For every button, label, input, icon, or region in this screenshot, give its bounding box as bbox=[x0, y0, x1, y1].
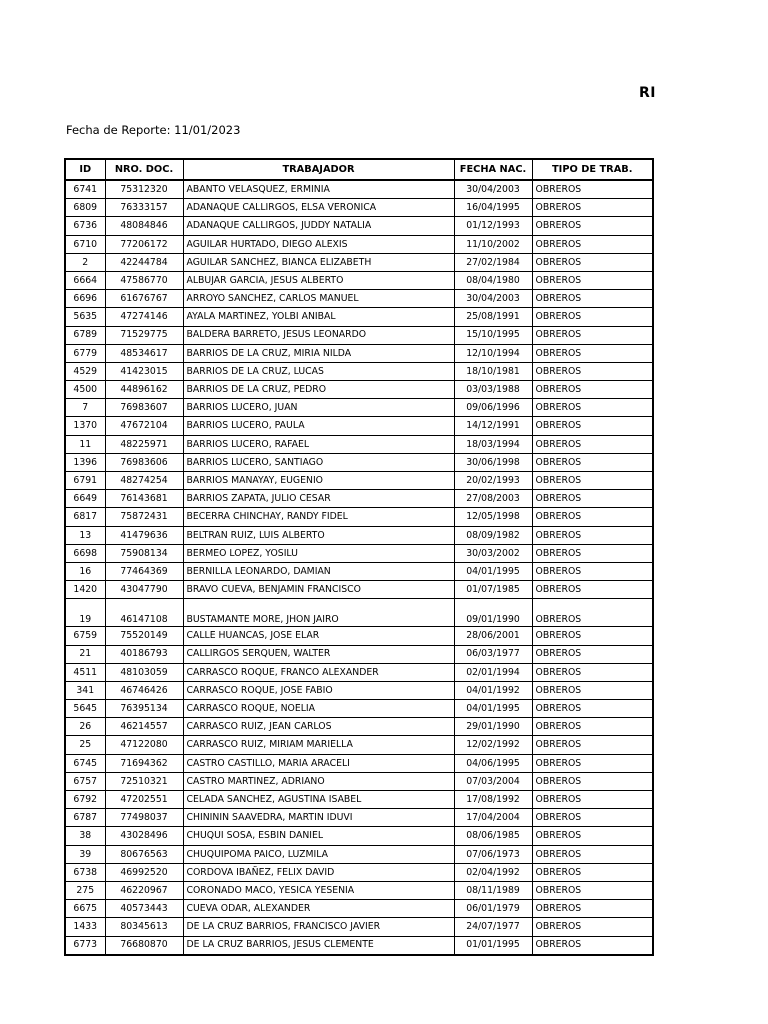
cell-worker-name: BARRIOS LUCERO, PAULA bbox=[183, 417, 454, 435]
cell-worker-type: OBREROS bbox=[532, 435, 653, 453]
cell-birth-date: 11/10/2002 bbox=[454, 235, 532, 253]
cell-doc-number: 71529775 bbox=[105, 326, 183, 344]
cell-worker-name: CHUQUI SOSA, ESBIN DANIEL bbox=[183, 827, 454, 845]
cell-worker-type: OBREROS bbox=[532, 627, 653, 645]
table-row bbox=[65, 736, 653, 754]
cell-birth-date: 18/10/1981 bbox=[454, 362, 532, 380]
table-row bbox=[65, 326, 653, 344]
cell-birth-date: 27/02/1984 bbox=[454, 253, 532, 271]
cell-doc-number: 47586770 bbox=[105, 271, 183, 289]
table-row bbox=[65, 772, 653, 790]
cell-doc-number: 47274146 bbox=[105, 308, 183, 326]
cell-id: 13 bbox=[65, 526, 105, 544]
cell-worker-type: OBREROS bbox=[532, 562, 653, 580]
table-row bbox=[65, 235, 653, 253]
cell-worker-type: OBREROS bbox=[532, 845, 653, 863]
cell-doc-number: 41423015 bbox=[105, 362, 183, 380]
cell-doc-number: 40573443 bbox=[105, 900, 183, 918]
cell-worker-name: CARRASCO RUIZ, MIRIAM MARIELLA bbox=[183, 736, 454, 754]
cell-doc-number: 40186793 bbox=[105, 645, 183, 663]
cell-worker-name: CHINININ SAAVEDRA, MARTIN IDUVI bbox=[183, 809, 454, 827]
report-title: RI bbox=[639, 85, 656, 101]
cell-id: 4511 bbox=[65, 663, 105, 681]
header-worker: TRABAJADOR bbox=[183, 159, 454, 180]
cell-birth-date: 29/01/1990 bbox=[454, 718, 532, 736]
workers-table bbox=[64, 158, 654, 956]
cell-doc-number: 48103059 bbox=[105, 663, 183, 681]
table-row bbox=[65, 700, 653, 718]
cell-birth-date: 08/04/1980 bbox=[454, 271, 532, 289]
cell-birth-date: 04/01/1992 bbox=[454, 681, 532, 699]
cell-doc-number: 43047790 bbox=[105, 581, 183, 599]
report-date: Fecha de Reporte: 11/01/2023 bbox=[66, 123, 241, 137]
cell-doc-number: 42244784 bbox=[105, 253, 183, 271]
cell-worker-type: OBREROS bbox=[532, 381, 653, 399]
cell-worker-name: BRAVO CUEVA, BENJAMIN FRANCISCO bbox=[183, 581, 454, 599]
cell-birth-date: 08/06/1985 bbox=[454, 827, 532, 845]
cell-id: 6789 bbox=[65, 326, 105, 344]
cell-id: 6741 bbox=[65, 180, 105, 199]
cell-birth-date: 02/04/1992 bbox=[454, 863, 532, 881]
table-header-row bbox=[65, 159, 653, 180]
cell-birth-date: 30/03/2002 bbox=[454, 544, 532, 562]
cell-worker-name: CARRASCO ROQUE, JOSE FABIO bbox=[183, 681, 454, 699]
cell-worker-type: OBREROS bbox=[532, 663, 653, 681]
cell-birth-date: 20/02/1993 bbox=[454, 472, 532, 490]
cell-worker-type: OBREROS bbox=[532, 344, 653, 362]
cell-birth-date: 08/09/1982 bbox=[454, 526, 532, 544]
cell-doc-number: 77206172 bbox=[105, 235, 183, 253]
cell-id: 19 bbox=[65, 599, 105, 627]
cell-doc-number: 76333157 bbox=[105, 199, 183, 217]
cell-birth-date: 30/04/2003 bbox=[454, 290, 532, 308]
cell-id: 26 bbox=[65, 718, 105, 736]
table-row bbox=[65, 791, 653, 809]
cell-doc-number: 71694362 bbox=[105, 754, 183, 772]
table-row bbox=[65, 900, 653, 918]
cell-doc-number: 46220967 bbox=[105, 881, 183, 899]
cell-id: 6757 bbox=[65, 772, 105, 790]
table-row bbox=[65, 435, 653, 453]
cell-worker-name: AGUILAR HURTADO, DIEGO ALEXIS bbox=[183, 235, 454, 253]
cell-birth-date: 04/01/1995 bbox=[454, 700, 532, 718]
cell-id: 7 bbox=[65, 399, 105, 417]
cell-birth-date: 25/08/1991 bbox=[454, 308, 532, 326]
cell-birth-date: 04/06/1995 bbox=[454, 754, 532, 772]
table-row bbox=[65, 581, 653, 599]
cell-worker-name: CALLIRGOS SERQUEN, WALTER bbox=[183, 645, 454, 663]
table-row bbox=[65, 562, 653, 580]
cell-worker-name: BALDERA BARRETO, JESUS LEONARDO bbox=[183, 326, 454, 344]
cell-birth-date: 09/01/1990 bbox=[454, 599, 532, 627]
cell-doc-number: 75908134 bbox=[105, 544, 183, 562]
cell-id: 6710 bbox=[65, 235, 105, 253]
table-row bbox=[65, 271, 653, 289]
cell-worker-name: CHUQUIPOMA PAICO, LUZMILA bbox=[183, 845, 454, 863]
cell-worker-name: CELADA SANCHEZ, AGUSTINA ISABEL bbox=[183, 791, 454, 809]
cell-worker-name: DE LA CRUZ BARRIOS, JESUS CLEMENTE bbox=[183, 936, 454, 955]
cell-birth-date: 02/01/1994 bbox=[454, 663, 532, 681]
cell-doc-number: 48225971 bbox=[105, 435, 183, 453]
cell-birth-date: 07/03/2004 bbox=[454, 772, 532, 790]
cell-worker-type: OBREROS bbox=[532, 453, 653, 471]
cell-birth-date: 16/04/1995 bbox=[454, 199, 532, 217]
cell-worker-type: OBREROS bbox=[532, 681, 653, 699]
cell-birth-date: 12/05/1998 bbox=[454, 508, 532, 526]
table-row bbox=[65, 827, 653, 845]
cell-doc-number: 46746426 bbox=[105, 681, 183, 699]
cell-id: 4500 bbox=[65, 381, 105, 399]
cell-worker-name: ALBUJAR GARCIA, JESUS ALBERTO bbox=[183, 271, 454, 289]
header-id: ID bbox=[65, 159, 105, 180]
cell-birth-date: 03/03/1988 bbox=[454, 381, 532, 399]
header-birth-date: FECHA NAC. bbox=[454, 159, 532, 180]
table-row bbox=[65, 344, 653, 362]
table-row bbox=[65, 599, 653, 627]
cell-birth-date: 15/10/1995 bbox=[454, 326, 532, 344]
cell-worker-name: BARRIOS ZAPATA, JULIO CESAR bbox=[183, 490, 454, 508]
cell-worker-name: BERMEO LOPEZ, YOSILU bbox=[183, 544, 454, 562]
cell-worker-name: BARRIOS LUCERO, SANTIAGO bbox=[183, 453, 454, 471]
table-row bbox=[65, 217, 653, 235]
cell-worker-name: BELTRAN RUIZ, LUIS ALBERTO bbox=[183, 526, 454, 544]
cell-worker-type: OBREROS bbox=[532, 199, 653, 217]
cell-worker-type: OBREROS bbox=[532, 399, 653, 417]
cell-worker-type: OBREROS bbox=[532, 900, 653, 918]
cell-worker-name: BARRIOS LUCERO, RAFAEL bbox=[183, 435, 454, 453]
cell-worker-name: CORDOVA IBAÑEZ, FELIX DAVID bbox=[183, 863, 454, 881]
cell-worker-type: OBREROS bbox=[532, 881, 653, 899]
cell-id: 1396 bbox=[65, 453, 105, 471]
cell-doc-number: 48534617 bbox=[105, 344, 183, 362]
table-row bbox=[65, 681, 653, 699]
table-row bbox=[65, 881, 653, 899]
cell-doc-number: 48084846 bbox=[105, 217, 183, 235]
cell-birth-date: 14/12/1991 bbox=[454, 417, 532, 435]
cell-birth-date: 09/06/1996 bbox=[454, 399, 532, 417]
cell-doc-number: 46147108 bbox=[105, 599, 183, 627]
cell-doc-number: 80676563 bbox=[105, 845, 183, 863]
cell-id: 16 bbox=[65, 562, 105, 580]
cell-id: 275 bbox=[65, 881, 105, 899]
cell-doc-number: 44896162 bbox=[105, 381, 183, 399]
table-row bbox=[65, 253, 653, 271]
table-row bbox=[65, 645, 653, 663]
cell-id: 5635 bbox=[65, 308, 105, 326]
cell-worker-name: CUEVA ODAR, ALEXANDER bbox=[183, 900, 454, 918]
cell-worker-type: OBREROS bbox=[532, 362, 653, 380]
table-row bbox=[65, 863, 653, 881]
cell-worker-name: ADANAQUE CALLIRGOS, ELSA VERONICA bbox=[183, 199, 454, 217]
table-row bbox=[65, 809, 653, 827]
cell-worker-type: OBREROS bbox=[532, 508, 653, 526]
cell-worker-name: CORONADO MACO, YESICA YESENIA bbox=[183, 881, 454, 899]
cell-id: 6792 bbox=[65, 791, 105, 809]
table-row bbox=[65, 472, 653, 490]
cell-worker-type: OBREROS bbox=[532, 271, 653, 289]
cell-id: 6745 bbox=[65, 754, 105, 772]
cell-doc-number: 76680870 bbox=[105, 936, 183, 955]
cell-worker-name: AGUILAR SANCHEZ, BIANCA ELIZABETH bbox=[183, 253, 454, 271]
cell-worker-name: ABANTO VELASQUEZ, ERMINIA bbox=[183, 180, 454, 199]
cell-id: 1370 bbox=[65, 417, 105, 435]
cell-worker-name: ADANAQUE CALLIRGOS, JUDDY NATALIA bbox=[183, 217, 454, 235]
cell-worker-type: OBREROS bbox=[532, 827, 653, 845]
table-row bbox=[65, 918, 653, 936]
cell-birth-date: 07/06/1973 bbox=[454, 845, 532, 863]
cell-id: 4529 bbox=[65, 362, 105, 380]
cell-worker-name: BARRIOS MANAYAY, EUGENIO bbox=[183, 472, 454, 490]
header-worker-type: TIPO DE TRAB. bbox=[532, 159, 653, 180]
table-row bbox=[65, 544, 653, 562]
cell-doc-number: 77498037 bbox=[105, 809, 183, 827]
table-row bbox=[65, 199, 653, 217]
cell-id: 5645 bbox=[65, 700, 105, 718]
cell-worker-type: OBREROS bbox=[532, 235, 653, 253]
cell-id: 6675 bbox=[65, 900, 105, 918]
table-row bbox=[65, 308, 653, 326]
cell-birth-date: 01/01/1995 bbox=[454, 936, 532, 955]
cell-worker-type: OBREROS bbox=[532, 736, 653, 754]
cell-id: 6809 bbox=[65, 199, 105, 217]
table-row bbox=[65, 453, 653, 471]
cell-doc-number: 80345613 bbox=[105, 918, 183, 936]
cell-worker-type: OBREROS bbox=[532, 544, 653, 562]
cell-doc-number: 47202551 bbox=[105, 791, 183, 809]
cell-birth-date: 01/07/1985 bbox=[454, 581, 532, 599]
table-row bbox=[65, 526, 653, 544]
table-row bbox=[65, 490, 653, 508]
cell-id: 1420 bbox=[65, 581, 105, 599]
cell-worker-name: CASTRO MARTINEZ, ADRIANO bbox=[183, 772, 454, 790]
table-row bbox=[65, 508, 653, 526]
cell-worker-name: AYALA MARTINEZ, YOLBI ANIBAL bbox=[183, 308, 454, 326]
table-row bbox=[65, 381, 653, 399]
cell-id: 11 bbox=[65, 435, 105, 453]
cell-worker-type: OBREROS bbox=[532, 772, 653, 790]
cell-id: 6736 bbox=[65, 217, 105, 235]
cell-doc-number: 41479636 bbox=[105, 526, 183, 544]
cell-id: 6698 bbox=[65, 544, 105, 562]
cell-doc-number: 61676767 bbox=[105, 290, 183, 308]
cell-doc-number: 43028496 bbox=[105, 827, 183, 845]
cell-birth-date: 06/01/1979 bbox=[454, 900, 532, 918]
cell-worker-name: DE LA CRUZ BARRIOS, FRANCISCO JAVIER bbox=[183, 918, 454, 936]
cell-doc-number: 46214557 bbox=[105, 718, 183, 736]
cell-doc-number: 75312320 bbox=[105, 180, 183, 199]
cell-doc-number: 77464369 bbox=[105, 562, 183, 580]
table-row bbox=[65, 417, 653, 435]
cell-id: 341 bbox=[65, 681, 105, 699]
cell-doc-number: 48274254 bbox=[105, 472, 183, 490]
cell-worker-name: CASTRO CASTILLO, MARIA ARACELI bbox=[183, 754, 454, 772]
table-row bbox=[65, 936, 653, 955]
cell-id: 6773 bbox=[65, 936, 105, 955]
cell-birth-date: 30/04/2003 bbox=[454, 180, 532, 199]
table-row bbox=[65, 754, 653, 772]
cell-id: 6664 bbox=[65, 271, 105, 289]
cell-doc-number: 72510321 bbox=[105, 772, 183, 790]
cell-doc-number: 76983606 bbox=[105, 453, 183, 471]
cell-birth-date: 27/08/2003 bbox=[454, 490, 532, 508]
table-row bbox=[65, 290, 653, 308]
cell-worker-type: OBREROS bbox=[532, 472, 653, 490]
cell-worker-type: OBREROS bbox=[532, 326, 653, 344]
cell-id: 6779 bbox=[65, 344, 105, 362]
cell-birth-date: 24/07/1977 bbox=[454, 918, 532, 936]
cell-doc-number: 75872431 bbox=[105, 508, 183, 526]
table-row bbox=[65, 627, 653, 645]
cell-id: 6738 bbox=[65, 863, 105, 881]
cell-worker-type: OBREROS bbox=[532, 718, 653, 736]
cell-worker-name: BECERRA CHINCHAY, RANDY FIDEL bbox=[183, 508, 454, 526]
cell-birth-date: 12/02/1992 bbox=[454, 736, 532, 754]
cell-id: 6696 bbox=[65, 290, 105, 308]
cell-worker-type: OBREROS bbox=[532, 526, 653, 544]
cell-doc-number: 75520149 bbox=[105, 627, 183, 645]
cell-worker-type: OBREROS bbox=[532, 809, 653, 827]
cell-worker-name: BERNILLA LEONARDO, DAMIAN bbox=[183, 562, 454, 580]
cell-id: 6817 bbox=[65, 508, 105, 526]
cell-worker-name: ARROYO SANCHEZ, CARLOS MANUEL bbox=[183, 290, 454, 308]
cell-id: 38 bbox=[65, 827, 105, 845]
cell-id: 39 bbox=[65, 845, 105, 863]
cell-worker-type: OBREROS bbox=[532, 180, 653, 199]
cell-worker-name: BARRIOS DE LA CRUZ, PEDRO bbox=[183, 381, 454, 399]
cell-worker-type: OBREROS bbox=[532, 308, 653, 326]
cell-worker-name: BUSTAMANTE MORE, JHON JAIRO bbox=[183, 599, 454, 627]
cell-worker-type: OBREROS bbox=[532, 754, 653, 772]
cell-worker-type: OBREROS bbox=[532, 417, 653, 435]
cell-worker-type: OBREROS bbox=[532, 290, 653, 308]
table-row bbox=[65, 362, 653, 380]
cell-worker-type: OBREROS bbox=[532, 645, 653, 663]
cell-id: 25 bbox=[65, 736, 105, 754]
cell-birth-date: 04/01/1995 bbox=[454, 562, 532, 580]
cell-worker-type: OBREROS bbox=[532, 791, 653, 809]
table-row bbox=[65, 718, 653, 736]
cell-doc-number: 46992520 bbox=[105, 863, 183, 881]
cell-id: 21 bbox=[65, 645, 105, 663]
cell-birth-date: 08/11/1989 bbox=[454, 881, 532, 899]
cell-doc-number: 76983607 bbox=[105, 399, 183, 417]
cell-doc-number: 47122080 bbox=[105, 736, 183, 754]
cell-doc-number: 76395134 bbox=[105, 700, 183, 718]
cell-worker-name: BARRIOS DE LA CRUZ, LUCAS bbox=[183, 362, 454, 380]
table-row bbox=[65, 399, 653, 417]
cell-worker-type: OBREROS bbox=[532, 700, 653, 718]
cell-birth-date: 17/08/1992 bbox=[454, 791, 532, 809]
table-row bbox=[65, 845, 653, 863]
cell-doc-number: 47672104 bbox=[105, 417, 183, 435]
cell-worker-name: CARRASCO RUIZ, JEAN CARLOS bbox=[183, 718, 454, 736]
cell-birth-date: 30/06/1998 bbox=[454, 453, 532, 471]
cell-id: 1433 bbox=[65, 918, 105, 936]
cell-birth-date: 01/12/1993 bbox=[454, 217, 532, 235]
cell-id: 6787 bbox=[65, 809, 105, 827]
cell-id: 6759 bbox=[65, 627, 105, 645]
cell-worker-name: CALLE HUANCAS, JOSE ELAR bbox=[183, 627, 454, 645]
cell-worker-name: BARRIOS DE LA CRUZ, MIRIA NILDA bbox=[183, 344, 454, 362]
cell-worker-type: OBREROS bbox=[532, 581, 653, 599]
cell-worker-type: OBREROS bbox=[532, 863, 653, 881]
cell-worker-name: CARRASCO ROQUE, NOELIA bbox=[183, 700, 454, 718]
cell-worker-name: BARRIOS LUCERO, JUAN bbox=[183, 399, 454, 417]
table-row bbox=[65, 180, 653, 199]
cell-id: 6791 bbox=[65, 472, 105, 490]
cell-birth-date: 18/03/1994 bbox=[454, 435, 532, 453]
cell-doc-number: 76143681 bbox=[105, 490, 183, 508]
cell-id: 2 bbox=[65, 253, 105, 271]
cell-birth-date: 28/06/2001 bbox=[454, 627, 532, 645]
cell-worker-type: OBREROS bbox=[532, 936, 653, 955]
cell-worker-type: OBREROS bbox=[532, 217, 653, 235]
cell-worker-name: CARRASCO ROQUE, FRANCO ALEXANDER bbox=[183, 663, 454, 681]
table-row bbox=[65, 663, 653, 681]
cell-worker-type: OBREROS bbox=[532, 918, 653, 936]
cell-worker-type: OBREROS bbox=[532, 253, 653, 271]
cell-worker-type: OBREROS bbox=[532, 490, 653, 508]
header-doc-number: NRO. DOC. bbox=[105, 159, 183, 180]
cell-id: 6649 bbox=[65, 490, 105, 508]
cell-birth-date: 17/04/2004 bbox=[454, 809, 532, 827]
cell-birth-date: 12/10/1994 bbox=[454, 344, 532, 362]
cell-worker-type: OBREROS bbox=[532, 599, 653, 627]
cell-birth-date: 06/03/1977 bbox=[454, 645, 532, 663]
